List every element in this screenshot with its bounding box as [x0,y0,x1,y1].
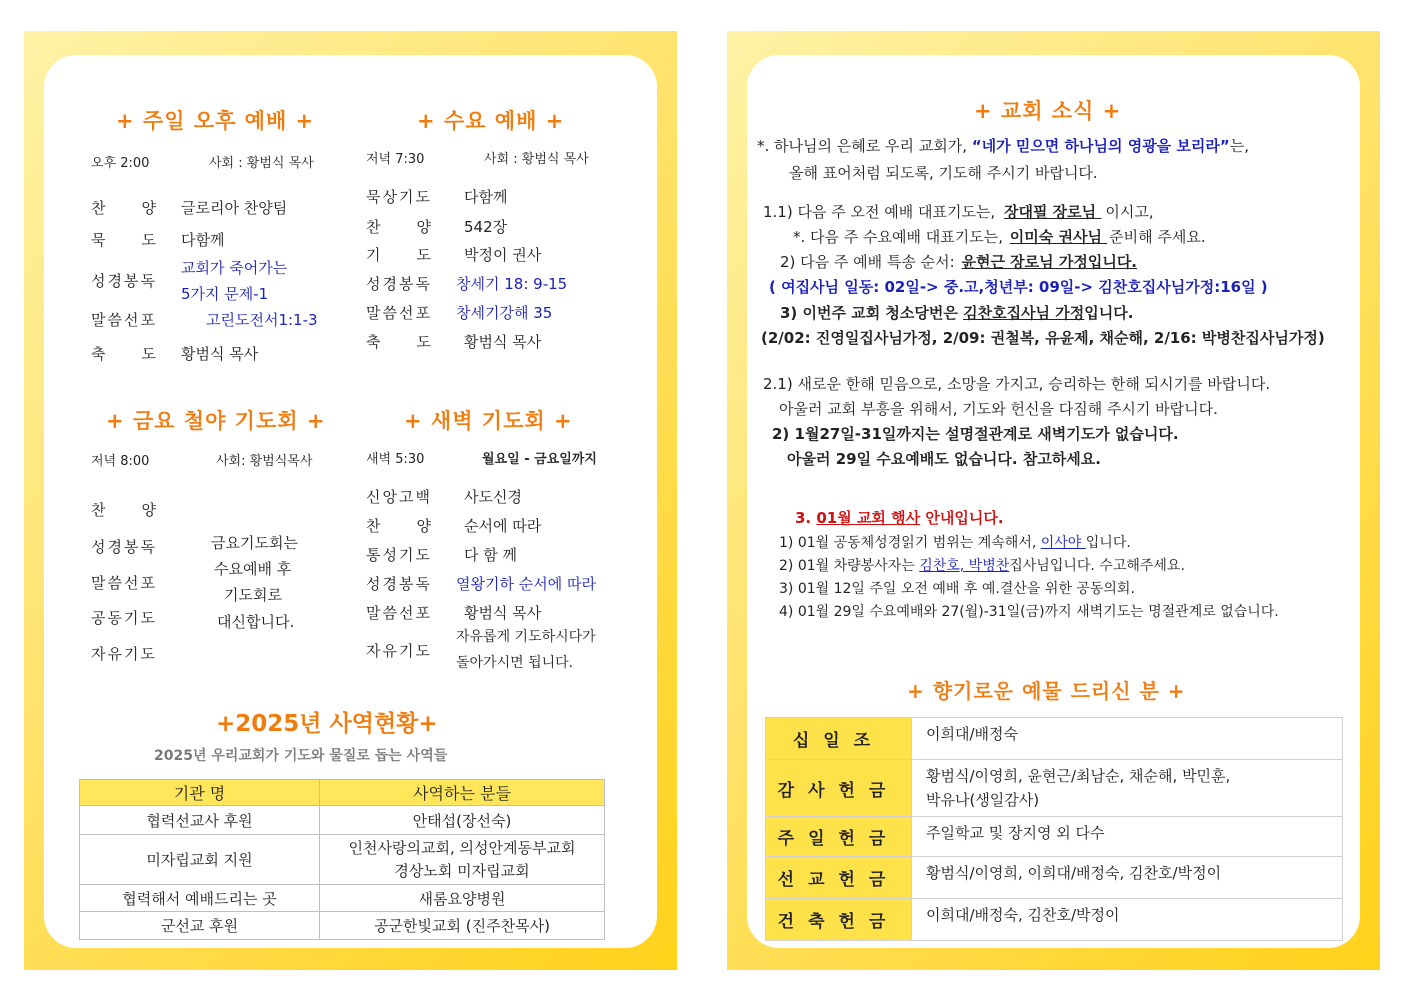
offering-label: 십일조 [766,718,912,760]
news-text: 2) 01월 차량봉사자는 [779,558,920,574]
table-row [766,718,1343,760]
sunday-row-value: 교회가 죽어가는 [181,259,288,277]
friday-note: 금요기도회는 [211,534,298,552]
wednesday-row-label: 찬 양 [366,218,433,236]
wednesday-time: 저녁 7:30 [366,152,425,167]
dawn-row-label: 자유기도 [366,642,432,660]
dawn-row-value: 다 함 께 [464,546,518,564]
dawn-title: + 새벽 기도회 + [404,409,573,433]
sunday-row-value: 글로리아 찬양팀 [181,199,288,217]
friday-title: + 금요 철야 기도회 + [106,409,326,433]
column-header: 사역하는 분들 [320,780,605,806]
news-text: 2) 다음 주 예배 특송 순서: [780,253,960,271]
offering-value-line: 황범식/이영희, 윤현근/최남순, 채순해, 박민훈, [926,767,1231,785]
sunday-row-label: 축 도 [91,345,158,363]
org-cell: 미자립교회 지원 [80,835,320,885]
dawn-row-value: 사도신경 [464,488,522,506]
friday-note: 수요예배 후 [214,560,292,578]
column-header: 기관 명 [80,780,320,806]
dawn-row-value: 돌아가시면 됩니다. [456,655,574,671]
friday-row-label: 공동기도 [91,609,157,627]
people-cell [320,835,605,885]
sunday-row-label: 찬 양 [91,199,158,217]
reading-range: 이사야 [1040,535,1086,551]
dawn-row-value: 자유롭게 기도하시다가 [456,629,596,645]
news-intro [757,135,1249,156]
dawn-days: 월요일 - 금요일까지 [482,452,597,467]
news-item-1-1b [793,226,1206,247]
left-card [44,55,657,948]
table-row [766,899,1343,941]
wednesday-title: + 수요 예배 + [417,109,565,133]
friday-row-label: 성경봉독 [91,538,157,556]
events-heading-underlined: 01월 교회 행사 [816,509,921,527]
news-text: 집사님입니다. 수고해주세요. [1009,558,1185,574]
org-cell: 협력선교사 후원 [80,806,320,835]
offering-value: 이희대/배정숙 [912,718,1343,760]
left-page [24,31,677,970]
sunday-pm-title: + 주일 오후 예배 + [116,109,315,133]
people-line: 경상노회 미자립교회 [394,861,530,880]
wednesday-row-value: 다함께 [464,188,508,206]
offering-value-line: 박유나(생일감사) [926,791,1040,809]
sunday-row-label: 말씀선포 [91,311,157,329]
people-cell: 안태섭(장선숙) [320,806,605,835]
wednesday-row-label: 축 도 [366,333,433,351]
dawn-row-value: 열왕기하 순서에 따라 [456,575,596,593]
mission-title: +2025년 사역현황+ [216,711,438,737]
offering-value [912,760,1343,817]
friday-row-label: 말씀선포 [91,574,157,592]
sunday-row-value: 고린도전서1:1-3 [206,311,318,329]
event-item: 4) 01월 29일 수요예배와 27(월)-31일(금)까지 새벽기도는 명절관계로 없습니다. [779,604,1279,620]
people-cell: 새롬요양병원 [320,885,605,912]
motto-text: “네가 믿으면 하나님의 영광을 보리라” [971,137,1230,155]
table-row [80,885,605,912]
right-card [747,55,1360,948]
friday-note: 대신합니다. [217,613,295,631]
news-item-2-1: 2.1) 새로운 한해 믿음으로, 소망을 가지고, 승리하는 한해 되시기를 바랍니다. [763,375,1271,393]
right-page [727,31,1380,970]
dawn-row-label: 성경봉독 [366,575,432,593]
sunday-row-value: 다함께 [181,231,225,249]
sunday-row-value: 5가지 문제-1 [181,285,269,303]
event-item: 3) 01월 12일 주일 오전 예배 후 예.결산을 위한 공동의회. [779,581,1135,597]
table-row [80,806,605,835]
wednesday-host: 사회 : 황범식 목사 [484,152,589,167]
offering-label: 주일헌금 [766,817,912,857]
news-item-2-2: 2) 1월27일-31일까지는 설명절관계로 새벽기도가 없습니다. [772,425,1179,443]
news-item-1-3 [780,302,1133,323]
news-intro-line2: 올해 표어처럼 되도록, 기도해 주시기 바랍니다. [789,164,1098,182]
table-row [766,857,1343,899]
sunday-row-value: 황범식 목사 [181,345,259,363]
dawn-row-label: 통성기도 [366,546,432,564]
news-text: 이시고, [1105,203,1154,221]
dawn-row-label: 말씀선포 [366,604,432,622]
events-heading [795,507,1004,528]
cleaning-duty-name: 김찬호집사님 가정 [963,304,1085,322]
prayer-leader-name: 이미숙 권사님 [1009,228,1108,246]
wednesday-row-label: 말씀선포 [366,304,432,322]
offering-label: 건축헌금 [766,899,912,941]
news-text: 3) 이번주 교회 청소당번은 [780,304,964,322]
offering-value: 이희대/배정숙, 김찬호/박정이 [912,899,1343,941]
friday-time: 저녁 8:00 [91,454,150,469]
wednesday-row-value: 542장 [464,218,508,236]
news-item-1-3-paren: (2/02: 진영일집사님가정, 2/09: 권철복, 유윤제, 채순해, 2/16: 박병찬집사님가정) [761,329,1325,347]
offering-table [765,717,1343,941]
news-text: 입니다. [1085,535,1131,551]
dawn-row-value: 순서에 따라 [464,517,542,535]
wednesday-row-value: 황범식 목사 [464,333,542,351]
sunday-pm-time: 오후 2:00 [91,156,150,171]
news-text: 는, [1229,137,1249,155]
driver-names: 김찬호, 박병찬 [919,558,1010,574]
org-cell: 협력해서 예배드리는 곳 [80,885,320,912]
news-title: + 교회 소식 + [974,99,1122,123]
news-text: 1.1) 다음 주 오전 예배 대표기도는, [763,203,1000,221]
prayer-leader-name: 장대필 장로님 [1003,203,1102,221]
dawn-row-label: 찬 양 [366,517,433,535]
offering-title: + 향기로운 예물 드리신 분 + [907,679,1186,703]
dawn-time: 새벽 5:30 [366,452,425,467]
wednesday-row-label: 성경봉독 [366,275,432,293]
news-text: 준비해 주세요. [1109,228,1206,246]
table-header-row [80,780,605,806]
special-song-name: 윤현근 장로님 가정입니다. [961,253,1138,271]
sunday-row-label: 성경봉독 [91,272,157,290]
wednesday-row-value: 박정이 권사 [464,246,542,264]
mission-subtitle: 2025년 우리교회가 기도와 물질로 돕는 사역들 [154,748,448,764]
offering-value: 황범식/이영희, 이희대/배정숙, 김찬호/박정이 [912,857,1343,899]
news-text: 1) 01월 공동체성경읽기 범위는 계속해서, [779,535,1041,551]
dawn-row-value: 황범식 목사 [464,604,542,622]
table-row [80,912,605,940]
sunday-row-label: 묵 도 [91,231,158,249]
event-item [779,532,1131,552]
offering-label: 선교헌금 [766,857,912,899]
wednesday-row-label: 묵상기도 [366,188,432,206]
people-cell: 공군한빛교회 (진주찬목사) [320,912,605,940]
news-text: *. 다음 주 수요예배 대표기도는, [793,228,1008,246]
dawn-row-label: 신앙고백 [366,488,432,506]
sunday-pm-host: 사회 : 황범식 목사 [209,156,314,171]
wednesday-row-value: 창세기 18: 9-15 [456,275,568,293]
news-text: 안내입니다. [920,509,1004,527]
news-text: 3. [795,509,817,527]
news-item-1-2-paren: ( 여집사님 일동: 02일-> 중.고,청년부: 09일-> 김찬호집사님가정:16일 ) [769,278,1268,296]
people-line: 인천사랑의교회, 의성안계동부교회 [348,838,576,857]
table-row [766,817,1343,857]
table-row [766,760,1343,817]
event-item [779,555,1185,575]
news-item-2-1-line2: 아울러 교회 부흥을 위해서, 기도와 헌신을 다짐해 주시기 바랍니다. [779,400,1218,418]
news-item-2-2-line2: 아울러 29일 수요예배도 없습니다. 참고하세요. [787,450,1101,468]
news-text: *. 하나님의 은혜로 우리 교회가, [757,137,972,155]
friday-row-label: 자유기도 [91,645,157,663]
offering-label: 감사헌금 [766,760,912,817]
wednesday-row-value: 창세기강해 35 [456,304,553,322]
friday-host: 사회: 황범식목사 [216,454,313,469]
table-row [80,835,605,885]
wednesday-row-label: 기 도 [366,246,433,264]
news-text: 입니다. [1084,304,1134,322]
org-cell: 군선교 후원 [80,912,320,940]
offering-value: 주일학교 및 장지영 외 다수 [912,817,1343,857]
friday-row-label: 찬 양 [91,501,158,519]
news-item-1-1 [763,201,1154,222]
mission-table [79,779,605,940]
news-item-1-2 [780,251,1139,272]
friday-note: 기도회로 [224,586,282,604]
